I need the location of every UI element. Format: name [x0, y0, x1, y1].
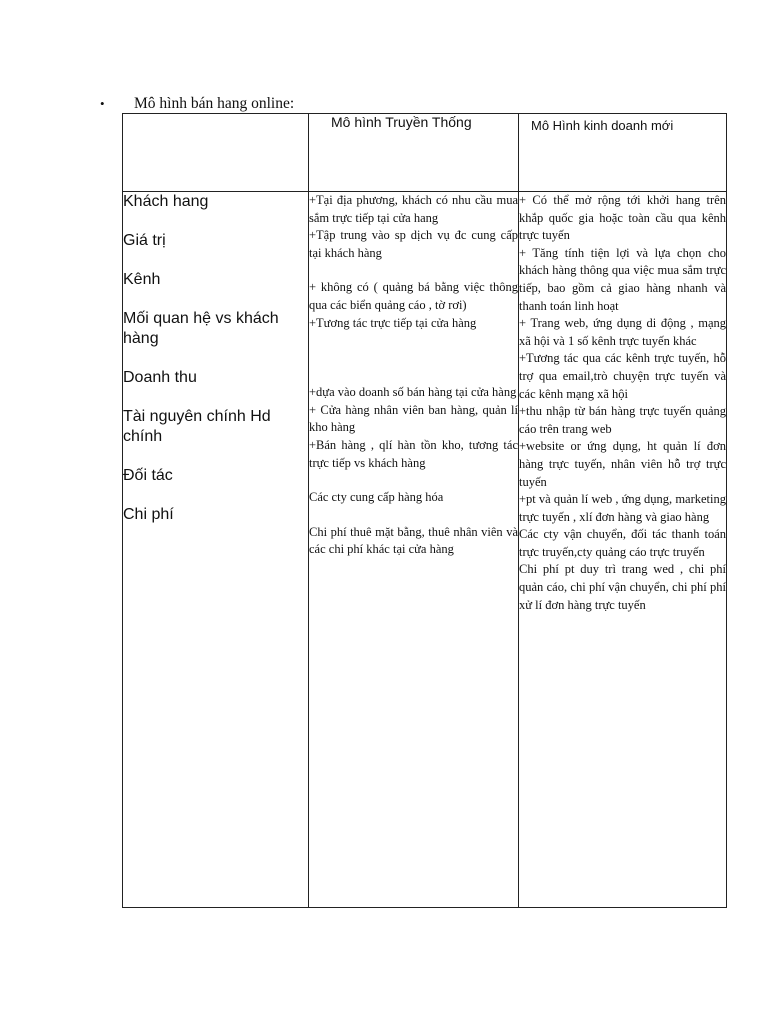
traditional-column: [309, 192, 519, 908]
new-model-partners: Các cty vận chuyển, đối tác thanh toán trực truyến,cty quảng cáo trực truyến: [519, 527, 726, 559]
new-model-value: + Tăng tính tiện lợi và lựa chọn cho khách hàng thông qua việc mua sắm trực tiếp, bao gồm cả giao hàng nhanh và thanh toán linh hoạt: [519, 245, 726, 313]
traditional-activities: +Bán hàng , qlí hàn tồn kho, tương tác trực tiếp vs khách hàng: [309, 437, 518, 470]
heading-text: Mô hình bán hang online:: [134, 95, 295, 112]
new-model-relationships: +Tương tác qua các kênh trực tuyến, hỗ trợ qua email,trò chuyện trực tuyến và các kênh mạng xã hội: [519, 351, 726, 401]
criteria-costs: Chi phí: [123, 506, 174, 523]
traditional-partners: Các cty cung cấp hàng hóa: [309, 490, 444, 505]
traditional-revenue: +dựa vào doanh số bán hàng tại cửa hàng: [309, 385, 517, 400]
criteria-key-resources-activities: Tài nguyên chính Hd chính: [123, 408, 271, 445]
traditional-resources: + Cửa hàng nhân viên ban hàng, quản lí kho hàng: [309, 402, 518, 435]
traditional-value: +Tập trung vào sp dịch vụ đc cung cấp tại khách hàng: [309, 228, 518, 260]
new-model-activities: +pt và quản lí web , ứng dụng, marketing trực tuyến , xlí đơn hàng và giao hàng: [519, 492, 726, 524]
criteria-column: [123, 192, 309, 908]
traditional-channels: + không có ( quảng bá bằng việc thông qua các biển quảng cáo , tờ rơi): [309, 280, 518, 312]
traditional-costs: Chi phí thuê mặt bằng, thuê nhân viên và các chi phí khác tại cửa hàng: [309, 524, 518, 557]
header-cell-traditional: Mô hình Truyền Thống: [309, 114, 519, 192]
header-cell-criteria: [123, 114, 309, 192]
criteria-channels: Kênh: [123, 271, 161, 288]
criteria-value: Giá trị: [123, 232, 166, 249]
section-heading: [100, 94, 294, 114]
criteria-customers: Khách hang: [123, 193, 209, 210]
header-cell-new-model: Mô Hình kinh doanh mới: [519, 114, 727, 192]
bullet-marker: •: [100, 96, 105, 111]
traditional-relationships: +Tương tác trực tiếp tại cửa hàng: [309, 315, 477, 330]
traditional-customers: +Tại địa phương, khách có nhu cầu mua sắm trực tiếp tại cửa hang: [309, 193, 518, 225]
new-model-revenue: +thu nhập từ bán hàng trực tuyến quảng cáo trên trang web: [519, 404, 726, 436]
criteria-revenue: Doanh thu: [123, 369, 197, 386]
new-model-channels: + Trang web, ứng dụng di động , mạng xã hội và 1 số kênh trực tuyến khác: [519, 316, 726, 348]
new-model-column: [519, 192, 727, 908]
table-body-row: [123, 192, 727, 908]
criteria-partners: Đối tác: [123, 467, 173, 484]
new-model-customers: + Có thể mở rộng tới khởi hang trên khắp quốc gia hoặc toàn cầu qua kênh trực tuyến: [519, 193, 726, 243]
table-header-row: [123, 114, 727, 192]
business-model-table: [122, 113, 727, 908]
new-model-costs: Chi phí pt duy trì trang wed , chi phí quản cáo, chi phí vận chuyển, chi phí phí xử lí đơn hàng trực tuyến: [519, 562, 726, 612]
new-model-resources: +website or ứng dụng, ht quản lí đơn hàng trực tuyến, nhân viên hỗ trợ trực tuyến: [519, 439, 726, 489]
criteria-customer-relationships: Mối quan hệ vs khách hàng: [123, 310, 279, 347]
